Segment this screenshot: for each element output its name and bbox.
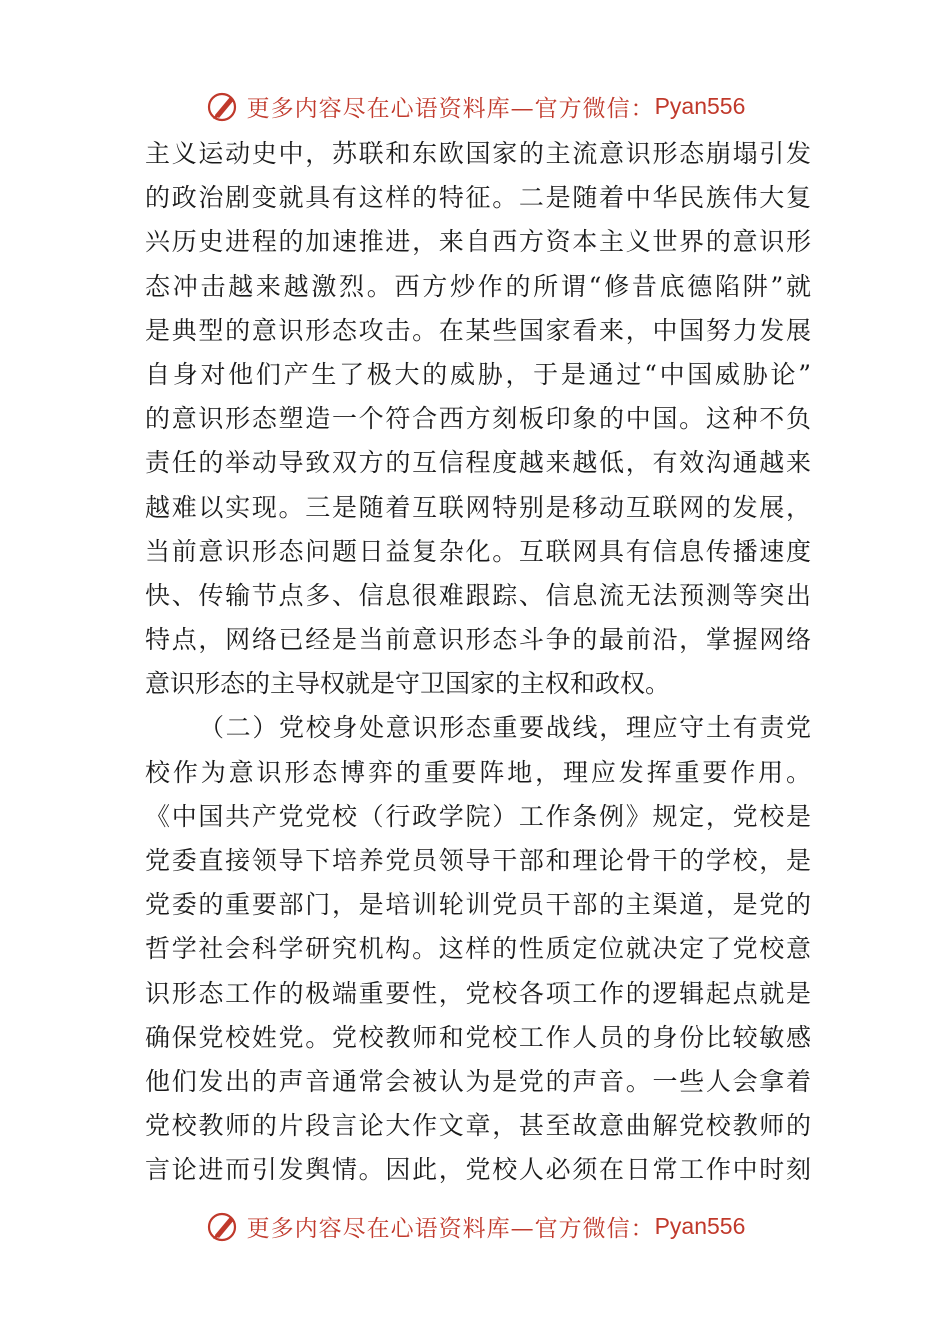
text-line: 识形态工作的极端重要性，党校各项工作的逻辑起点就是 bbox=[145, 978, 811, 1008]
text-line: （二）党校身处意识形态重要战线，理应守土有责党 bbox=[199, 713, 811, 743]
text-line: 自身对他们产生了极大的威胁，于是通过“中国威胁论” bbox=[145, 359, 811, 389]
text-line: 意识形态的主导权就是守卫国家的主权和政权。 bbox=[145, 669, 671, 699]
text-line: 主义运动史中，苏联和东欧国家的主流意识形态崩塌引发 bbox=[145, 139, 811, 168]
header-banner-text: 更多内容尽在心语资料库—官方微信： bbox=[246, 95, 655, 122]
text-line: 党委的重要部门，是培训轮训党员干部的主渠道，是党的 bbox=[145, 890, 811, 920]
text-line: 责任的举动导致双方的互信程度越来越低，有效沟通越来 bbox=[145, 448, 811, 478]
text-line: 党校教师的片段言论大作文章，甚至故意曲解党校教师的 bbox=[145, 1111, 811, 1141]
paragraph-1 bbox=[145, 132, 811, 706]
text-line: 《中国共产党党校（行政学院）工作条例》规定，党校是 bbox=[145, 801, 811, 831]
text-line: 是典型的意识形态攻击。在某些国家看来，中国努力发展 bbox=[145, 315, 811, 345]
text-line: 言论进而引发舆情。因此，党校人必须在日常工作中时刻 bbox=[145, 1155, 811, 1185]
pen-nib-circle-icon bbox=[205, 88, 241, 124]
header-watermark-banner bbox=[0, 84, 950, 128]
footer-watermark-banner bbox=[0, 1204, 950, 1248]
text-line: 态冲击越来越激烈。西方炒作的所谓“修昔底德陷阱”就 bbox=[145, 271, 811, 301]
footer-banner-text: 更多内容尽在心语资料库—官方微信： bbox=[246, 1215, 655, 1242]
text-line: 校作为意识形态博弈的重要阵地，理应发挥重要作用。 bbox=[145, 757, 811, 787]
text-line: 当前意识形态问题日益复杂化。互联网具有信息传播速度 bbox=[145, 536, 811, 566]
text-line: 党委直接领导下培养党员领导干部和理论骨干的学校，是 bbox=[145, 846, 811, 875]
text-line: 确保党校姓党。党校教师和党校工作人员的身份比较敏感 bbox=[145, 1022, 811, 1052]
paragraph-2 bbox=[145, 706, 811, 1192]
text-line: 的政治剧变就具有这样的特征。二是随着中华民族伟大复 bbox=[145, 183, 811, 213]
text-line: 他们发出的声音通常会被认为是党的声音。一些人会拿着 bbox=[145, 1066, 811, 1096]
text-line: 哲学社会科学研究机构。这样的性质定位就决定了党校意 bbox=[145, 934, 811, 964]
text-line: 的意识形态塑造一个符合西方刻板印象的中国。这种不负 bbox=[145, 404, 811, 434]
text-line: 快、传输节点多、信息很难跟踪、信息流无法预测等突出 bbox=[145, 580, 811, 610]
header-wechat-id: Pyan556 bbox=[654, 92, 746, 119]
text-line: 越难以实现。三是随着互联网特别是移动互联网的发展， bbox=[145, 492, 811, 522]
footer-wechat-id: Pyan556 bbox=[654, 1212, 746, 1239]
body-text bbox=[145, 132, 811, 1193]
text-line: 特点，网络已经是当前意识形态斗争的最前沿，掌握网络 bbox=[145, 625, 811, 655]
pen-nib-circle-icon bbox=[205, 1208, 241, 1244]
text-line: 兴历史进程的加速推进，来自西方资本主义世界的意识形 bbox=[145, 227, 811, 257]
